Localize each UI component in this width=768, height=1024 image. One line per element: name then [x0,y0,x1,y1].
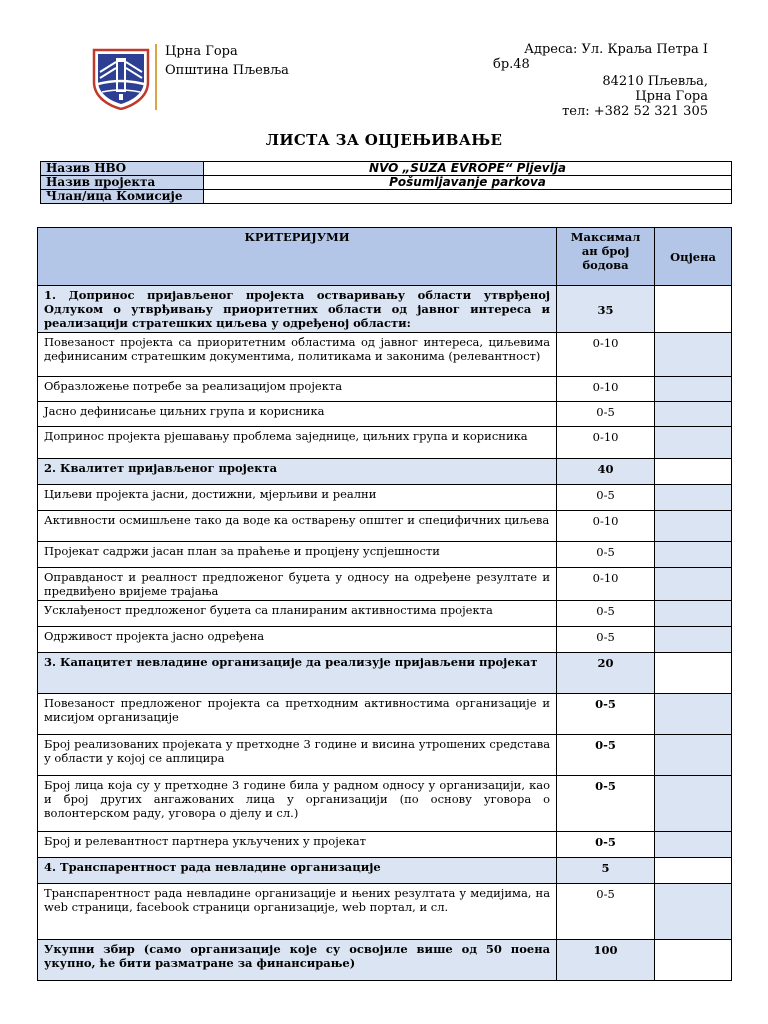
criteria-points: 0-5 [557,601,655,627]
criteria-text: Пројекат садржи јасан план за праћење и процјену успјешности [38,542,557,568]
criteria-text: Оправданост и реалност предложеног буџета у односу на одређене резултате и предвиђено вријеме трајања [38,568,557,601]
score-cell[interactable] [655,459,732,485]
criteria-points: 0-5 [557,542,655,568]
member-label: Члан/ица Комисије [41,190,204,204]
criteria-row [38,832,732,858]
criteria-row [38,542,732,568]
criteria-points: 0-5 [557,735,655,776]
criteria-points: 0-5 [557,776,655,832]
score-cell[interactable] [655,377,732,402]
criteria-text: Повезаност пројекта са приоритетним областима од јавног интереса, циљевима дефинисаним стратешким документима, политикама и законима (релевантност) [38,333,557,377]
score-cell[interactable] [655,485,732,511]
project-label: Назив пројекта [41,176,204,190]
info-row-ngo [41,162,732,176]
criteria-points: 0-5 [557,627,655,653]
score-header: Оцјена [655,228,732,286]
section-title: 1. Допринос пријављеног пројекта остваривању области утврђеној Одлуком о утврђивању приоритетних области од јавног интереса и реализацији стратешких циљева у одређеној области: [38,286,557,333]
total-score-cell[interactable] [655,940,732,981]
ngo-label: Назив НВО [41,162,204,176]
section-points: 40 [557,459,655,485]
header-divider [155,44,157,110]
score-cell[interactable] [655,694,732,735]
evaluation-table [37,227,732,981]
score-cell[interactable] [655,511,732,542]
criteria-row [38,333,732,377]
address-line-4: Црна Гора [635,89,708,104]
total-label: Укупни збир (само организације које су освојиле више од 50 поена укупно, ће бити разматране за финансирање) [38,940,557,981]
criteria-row [38,427,732,459]
criteria-points: 0-5 [557,832,655,858]
score-cell[interactable] [655,568,732,601]
total-row [38,940,732,981]
member-value[interactable] [204,190,732,204]
info-row-project [41,176,732,190]
score-cell[interactable] [655,858,732,884]
criteria-row [38,568,732,601]
score-cell[interactable] [655,286,732,333]
criteria-points: 0-5 [557,402,655,427]
criteria-row [38,485,732,511]
section-row [38,653,732,694]
criteria-text: Одрживост пројекта јасно одређена [38,627,557,653]
address-block [493,42,708,119]
criteria-text: Повезаност предложеног пројекта са претходним активностима организације и мисијом организације [38,694,557,735]
score-cell[interactable] [655,542,732,568]
country-name: Црна Гора [165,44,238,59]
project-value[interactable]: Pošumljavanje parkova [204,176,732,190]
criteria-text: Циљеви пројекта јасни, достижни, мјерљиви и реални [38,485,557,511]
score-cell[interactable] [655,333,732,377]
section-title: 2. Квалитет пријављеног пројекта [38,459,557,485]
criteria-text: Број и релевантност партнера укључених у пројекат [38,832,557,858]
max-points-header: Максимал ан број бодова [557,228,655,286]
info-row-member [41,190,732,204]
score-cell[interactable] [655,884,732,940]
info-table [40,161,732,204]
score-cell[interactable] [655,601,732,627]
table-header-row [38,228,732,286]
criteria-row [38,735,732,776]
phone-number: тел: +382 52 321 305 [562,104,708,119]
criteria-text: Јасно дефинисање циљних група и корисника [38,402,557,427]
criteria-points: 0-5 [557,485,655,511]
criteria-row [38,776,732,832]
address-line-1: Адреса: Ул. Краља Петра I [524,42,708,57]
criteria-header: КРИТЕРИЈУМИ [38,228,557,286]
section-points: 35 [557,286,655,333]
municipality-name: Општина Пљевља [165,63,289,78]
section-row [38,459,732,485]
score-cell[interactable] [655,427,732,459]
score-cell[interactable] [655,832,732,858]
section-title: 3. Капацитет невладине организације да реализује пријављени пројекат [38,653,557,694]
total-points: 100 [557,940,655,981]
criteria-points: 0-10 [557,511,655,542]
score-cell[interactable] [655,402,732,427]
score-cell[interactable] [655,776,732,832]
criteria-text: Усклађеност предложеног буџета са планираним активностима пројекта [38,601,557,627]
document-title: ЛИСТА ЗА ОЦЈЕЊИВАЊЕ [265,131,503,149]
criteria-row [38,402,732,427]
criteria-text: Образложење потребе за реализацијом пројекта [38,377,557,402]
section-title: 4. Транспарентност рада невладине организације [38,858,557,884]
criteria-points: 0-10 [557,427,655,459]
criteria-row [38,694,732,735]
criteria-text: Допринос пројекта рјешавању проблема заједнице, циљних група и корисника [38,427,557,459]
criteria-row [38,511,732,542]
criteria-row [38,601,732,627]
score-cell[interactable] [655,653,732,694]
score-cell[interactable] [655,627,732,653]
score-cell[interactable] [655,735,732,776]
criteria-points: 0-10 [557,377,655,402]
criteria-row [38,377,732,402]
section-row [38,286,732,333]
section-row [38,858,732,884]
municipality-block [165,42,289,80]
criteria-text: Активности осмишљене тако да воде ка остварењу општег и специфичних циљева [38,511,557,542]
criteria-points: 0-5 [557,884,655,940]
address-line-2: бр.48 [493,57,530,72]
address-line-3: 84210 Пљевља, [602,74,708,89]
criteria-points: 0-10 [557,333,655,377]
criteria-row [38,627,732,653]
criteria-points: 0-5 [557,694,655,735]
criteria-text: Број лица која су у претходне 3 године била у радном односу у организацији, као и број других ангажованих лица у организацији (по основу уговора о волонтерском раду, уговора о дјелу и сл.) [38,776,557,832]
municipality-crest-icon [92,48,150,110]
criteria-points: 0-10 [557,568,655,601]
section-points: 5 [557,858,655,884]
criteria-text: Транспарентност рада невладине организације и њених резултата у медијима, на web страници, facebook страници организације, web портал, и сл. [38,884,557,940]
criteria-row [38,884,732,940]
ngo-value[interactable]: NVO „SUZA EVROPE“ Pljevlja [204,162,732,176]
section-points: 20 [557,653,655,694]
criteria-text: Број реализованих пројеката у претходне 3 године и висина утрошених средстава у области у којој се аплицира [38,735,557,776]
